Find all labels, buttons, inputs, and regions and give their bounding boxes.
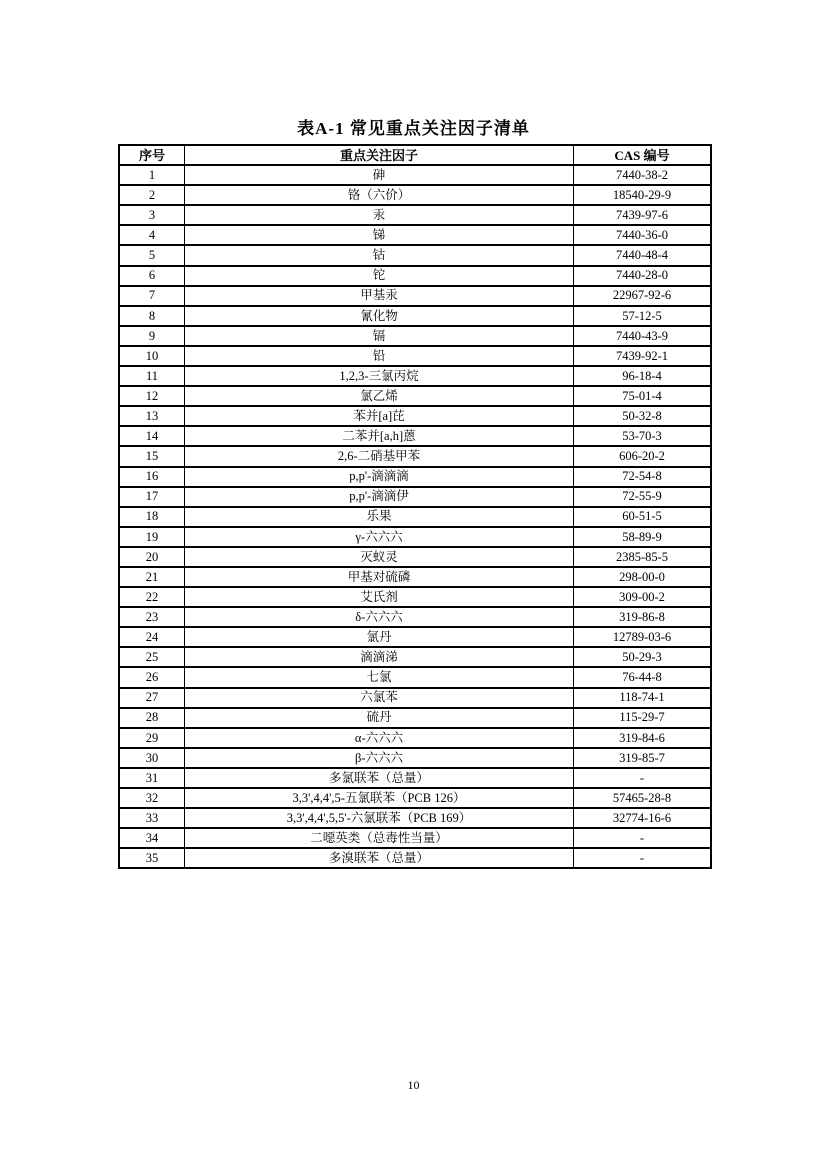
cell-cas-number: 118-74-1 bbox=[574, 688, 712, 708]
cell-factor: 二苯并[a,h]蒽 bbox=[185, 426, 574, 446]
cell-cas-number: 115-29-7 bbox=[574, 708, 712, 728]
table-row bbox=[119, 828, 711, 848]
cell-factor: 氯丹 bbox=[185, 627, 574, 647]
cell-index: 32 bbox=[119, 788, 185, 808]
table-header bbox=[119, 145, 711, 165]
table-row bbox=[119, 748, 711, 768]
cell-index: 12 bbox=[119, 386, 185, 406]
cell-factor: p,p'-滴滴滴 bbox=[185, 467, 574, 487]
cell-factor: 灭蚁灵 bbox=[185, 547, 574, 567]
cell-index: 29 bbox=[119, 728, 185, 748]
cell-cas-number: 7440-48-4 bbox=[574, 245, 712, 265]
cell-cas-number: 319-86-8 bbox=[574, 607, 712, 627]
cell-cas-number: 50-29-3 bbox=[574, 647, 712, 667]
page-number: 10 bbox=[407, 1078, 420, 1092]
table-row bbox=[119, 286, 711, 306]
cell-factor: 铅 bbox=[185, 346, 574, 366]
cell-index: 14 bbox=[119, 426, 185, 446]
table-row bbox=[119, 587, 711, 607]
table-row bbox=[119, 667, 711, 687]
cell-factor: 乐果 bbox=[185, 507, 574, 527]
table-row bbox=[119, 266, 711, 286]
cell-factor: 七氯 bbox=[185, 667, 574, 687]
table-row bbox=[119, 728, 711, 748]
cell-index: 34 bbox=[119, 828, 185, 848]
table-header-row bbox=[119, 145, 711, 165]
table-row bbox=[119, 245, 711, 265]
table-row bbox=[119, 688, 711, 708]
table-row bbox=[119, 788, 711, 808]
cell-index: 10 bbox=[119, 346, 185, 366]
table-row bbox=[119, 467, 711, 487]
cell-cas-number: - bbox=[574, 848, 712, 868]
cell-cas-number: 50-32-8 bbox=[574, 406, 712, 426]
cell-factor: 硫丹 bbox=[185, 708, 574, 728]
cell-factor: 六氯苯 bbox=[185, 688, 574, 708]
cell-index: 8 bbox=[119, 306, 185, 326]
table-row bbox=[119, 225, 711, 245]
cell-cas-number: 53-70-3 bbox=[574, 426, 712, 446]
cell-index: 30 bbox=[119, 748, 185, 768]
cell-index: 1 bbox=[119, 165, 185, 185]
cell-index: 25 bbox=[119, 647, 185, 667]
cell-index: 33 bbox=[119, 808, 185, 828]
cell-index: 21 bbox=[119, 567, 185, 587]
table-row bbox=[119, 165, 711, 185]
table-row bbox=[119, 426, 711, 446]
table-row bbox=[119, 205, 711, 225]
cell-factor: 多氯联苯（总量） bbox=[185, 768, 574, 788]
cell-cas-number: 18540-29-9 bbox=[574, 185, 712, 205]
cell-factor: 甲基汞 bbox=[185, 286, 574, 306]
cell-factor: 铊 bbox=[185, 266, 574, 286]
cell-cas-number: 32774-16-6 bbox=[574, 808, 712, 828]
table-row bbox=[119, 768, 711, 788]
cell-factor: 艾氏剂 bbox=[185, 587, 574, 607]
cell-factor: 3,3',4,4',5-五氯联苯（PCB 126） bbox=[185, 788, 574, 808]
cell-factor: γ-六六六 bbox=[185, 527, 574, 547]
cell-cas-number: 319-85-7 bbox=[574, 748, 712, 768]
cell-cas-number: 309-00-2 bbox=[574, 587, 712, 607]
cell-cas-number: 60-51-5 bbox=[574, 507, 712, 527]
cell-index: 24 bbox=[119, 627, 185, 647]
cell-cas-number: 12789-03-6 bbox=[574, 627, 712, 647]
cell-factor: 甲基对硫磷 bbox=[185, 567, 574, 587]
cell-factor: 氯乙烯 bbox=[185, 386, 574, 406]
cell-factor: 氰化物 bbox=[185, 306, 574, 326]
factors-table bbox=[118, 144, 712, 869]
cell-index: 13 bbox=[119, 406, 185, 426]
cell-cas-number: 7439-92-1 bbox=[574, 346, 712, 366]
cell-cas-number: 96-18-4 bbox=[574, 366, 712, 386]
table-row bbox=[119, 848, 711, 868]
cell-cas-number: 298-00-0 bbox=[574, 567, 712, 587]
cell-cas-number: 319-84-6 bbox=[574, 728, 712, 748]
cell-cas-number: 57-12-5 bbox=[574, 306, 712, 326]
cell-cas-number: 57465-28-8 bbox=[574, 788, 712, 808]
table-body bbox=[119, 165, 711, 868]
table-row bbox=[119, 306, 711, 326]
cell-factor: 锑 bbox=[185, 225, 574, 245]
cell-cas-number: - bbox=[574, 768, 712, 788]
table-row bbox=[119, 406, 711, 426]
cell-factor: 铬（六价） bbox=[185, 185, 574, 205]
cell-cas-number: 7440-38-2 bbox=[574, 165, 712, 185]
cell-cas-number: 606-20-2 bbox=[574, 446, 712, 466]
cell-factor: 镉 bbox=[185, 326, 574, 346]
table-row bbox=[119, 607, 711, 627]
cell-cas-number: 2385-85-5 bbox=[574, 547, 712, 567]
cell-cas-number: 22967-92-6 bbox=[574, 286, 712, 306]
table-row bbox=[119, 567, 711, 587]
cell-index: 4 bbox=[119, 225, 185, 245]
cell-factor: β-六六六 bbox=[185, 748, 574, 768]
table-row bbox=[119, 507, 711, 527]
cell-index: 31 bbox=[119, 768, 185, 788]
cell-index: 15 bbox=[119, 446, 185, 466]
header-index: 序号 bbox=[119, 145, 185, 165]
cell-cas-number: 7440-43-9 bbox=[574, 326, 712, 346]
cell-cas-number: 75-01-4 bbox=[574, 386, 712, 406]
cell-cas-number: 7439-97-6 bbox=[574, 205, 712, 225]
cell-index: 22 bbox=[119, 587, 185, 607]
table-row bbox=[119, 808, 711, 828]
cell-cas-number: 76-44-8 bbox=[574, 667, 712, 687]
table-row bbox=[119, 346, 711, 366]
cell-index: 5 bbox=[119, 245, 185, 265]
cell-index: 23 bbox=[119, 607, 185, 627]
cell-factor: 2,6-二硝基甲苯 bbox=[185, 446, 574, 466]
table-row bbox=[119, 487, 711, 507]
table-row bbox=[119, 708, 711, 728]
table-row bbox=[119, 446, 711, 466]
cell-factor: p,p'-滴滴伊 bbox=[185, 487, 574, 507]
cell-cas-number: 72-55-9 bbox=[574, 487, 712, 507]
cell-factor: 二噁英类（总毒性当量） bbox=[185, 828, 574, 848]
cell-factor: 1,2,3-三氯丙烷 bbox=[185, 366, 574, 386]
cell-cas-number: 72-54-8 bbox=[574, 467, 712, 487]
header-factor: 重点关注因子 bbox=[185, 145, 574, 165]
cell-index: 35 bbox=[119, 848, 185, 868]
cell-index: 2 bbox=[119, 185, 185, 205]
cell-factor: δ-六六六 bbox=[185, 607, 574, 627]
cell-cas-number: 58-89-9 bbox=[574, 527, 712, 547]
header-cas-number: CAS 编号 bbox=[574, 145, 712, 165]
cell-factor: 3,3',4,4',5,5'-六氯联苯（PCB 169） bbox=[185, 808, 574, 828]
cell-cas-number: 7440-28-0 bbox=[574, 266, 712, 286]
table-row bbox=[119, 386, 711, 406]
cell-index: 9 bbox=[119, 326, 185, 346]
cell-factor: α-六六六 bbox=[185, 728, 574, 748]
table-row bbox=[119, 185, 711, 205]
page-title: 表A-1 常见重点关注因子清单 bbox=[297, 119, 530, 138]
cell-index: 27 bbox=[119, 688, 185, 708]
cell-factor: 砷 bbox=[185, 165, 574, 185]
cell-factor: 多溴联苯（总量） bbox=[185, 848, 574, 868]
cell-cas-number: 7440-36-0 bbox=[574, 225, 712, 245]
cell-index: 3 bbox=[119, 205, 185, 225]
cell-index: 26 bbox=[119, 667, 185, 687]
table-row bbox=[119, 366, 711, 386]
cell-cas-number: - bbox=[574, 828, 712, 848]
cell-index: 6 bbox=[119, 266, 185, 286]
cell-factor: 苯并[a]芘 bbox=[185, 406, 574, 426]
cell-index: 19 bbox=[119, 527, 185, 547]
cell-index: 16 bbox=[119, 467, 185, 487]
cell-factor: 汞 bbox=[185, 205, 574, 225]
table-row bbox=[119, 627, 711, 647]
cell-index: 17 bbox=[119, 487, 185, 507]
cell-factor: 滴滴涕 bbox=[185, 647, 574, 667]
table-row bbox=[119, 647, 711, 667]
table-row bbox=[119, 547, 711, 567]
cell-index: 7 bbox=[119, 286, 185, 306]
table-row bbox=[119, 326, 711, 346]
cell-index: 20 bbox=[119, 547, 185, 567]
cell-factor: 钴 bbox=[185, 245, 574, 265]
cell-index: 11 bbox=[119, 366, 185, 386]
cell-index: 18 bbox=[119, 507, 185, 527]
table-row bbox=[119, 527, 711, 547]
cell-index: 28 bbox=[119, 708, 185, 728]
